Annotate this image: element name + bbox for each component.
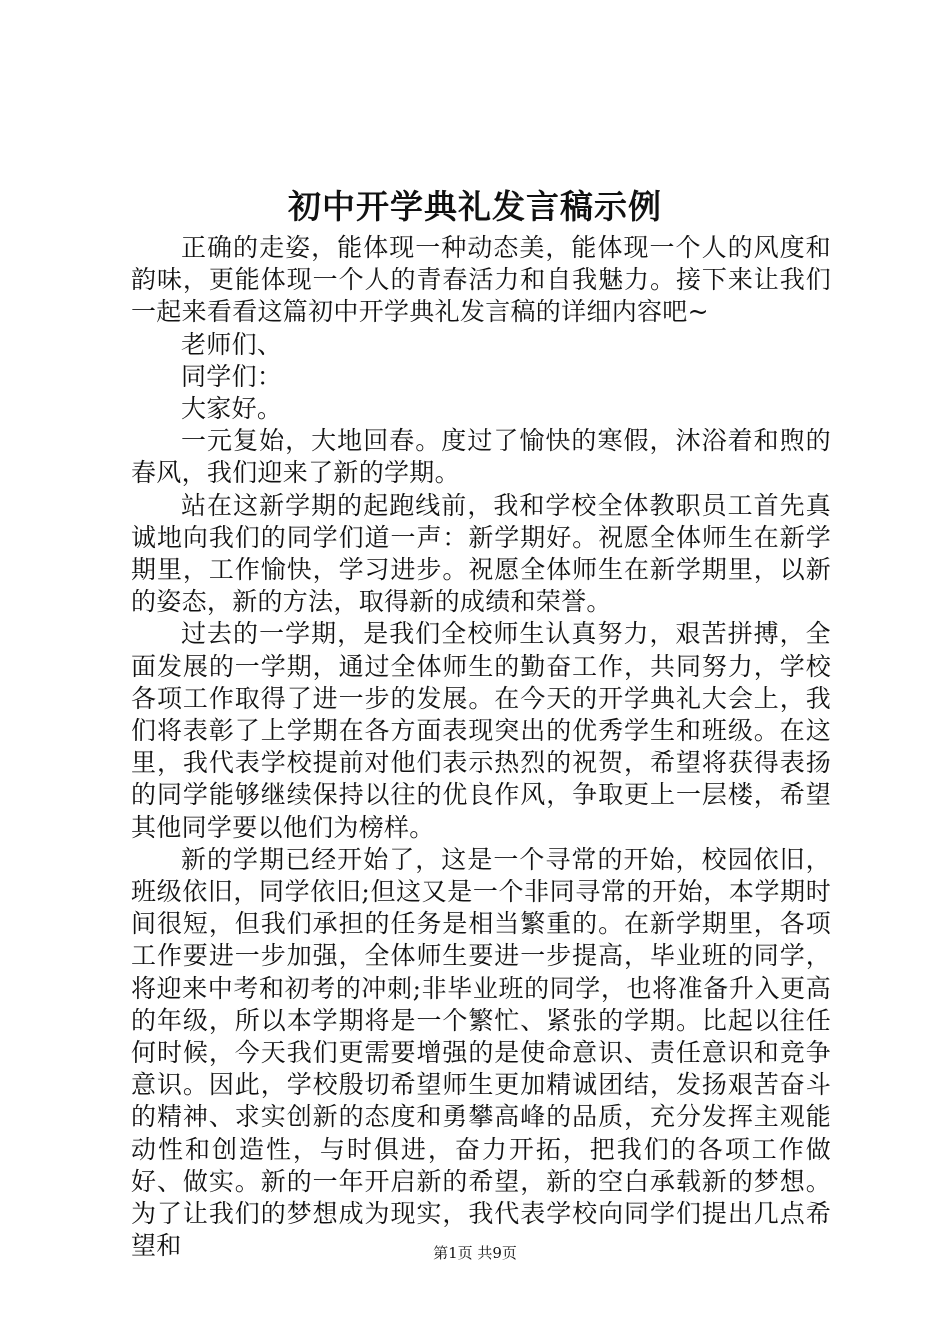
- paragraph-new-term-tasks: 新的学期已经开始了，这是一个寻常的开始，校园依旧，班级依旧，同学依旧;但这又是一个非同寻常的开始，本学期时间很短，但我们承担的任务是相当繁重的。在新学期里，各项工作要进一步加强，全体师生要进一步提高，毕业班的同学，将迎来中考和初考的冲刺;非毕业班的同学，也将准备升入更高的年级，所以本学期将是一个繁忙、紧张的学期。比起以往任何时候，今天我们更需要增强的是使命意识、责任意识和竞争意识。因此，学校殷切希望师生更加精诚团结，发扬艰苦奋斗的精神、求实创新的态度和勇攀高峰的品质，充分发挥主观能动性和创造性，与时俱进，奋力开拓，把我们的各项工作做好、做实。新的一年开启新的希望，新的空白承载新的梦想。为了让我们的梦想成为现实，我代表学校向同学们提出几点希望和: [131, 844, 831, 1261]
- paragraph-new-term-wishes: 站在这新学期的起跑线前，我和学校全体教职员工首先真诚地向我们的同学们道一声：新学期好。祝愿全体师生在新学期里，工作愉快，学习进步。祝愿全体师生在新学期里，以新的姿态，新的方法，取得新的成绩和荣誉。: [131, 490, 831, 617]
- paragraph-greeting: 大家好。: [181, 394, 283, 424]
- document-title: 初中开学典礼发言稿示例: [288, 187, 662, 226]
- paragraph-salutation-students: 同学们：: [181, 361, 283, 391]
- paragraph-spring: 一元复始，大地回春。度过了愉快的寒假，沐浴着和煦的春风，我们迎来了新的学期。: [131, 426, 831, 488]
- page-footer: 第1页 共9页: [433, 1244, 517, 1262]
- document-body: [131, 232, 831, 1263]
- paragraph-salutation-teachers: 老师们、: [181, 329, 283, 359]
- paragraph-last-term-review: 过去的一学期，是我们全校师生认真努力，艰苦拼搏，全面发展的一学期，通过全体师生的勤奋工作，共同努力，学校各项工作取得了进一步的发展。在今天的开学典礼大会上，我们将表彰了上学期在各方面表现突出的优秀学生和班级。在这里，我代表学校提前对他们表示热烈的祝贺，希望将获得表扬的同学能够继续保持以往的优良作风，争取更上一层楼，希望其他同学要以他们为榜样。: [131, 619, 831, 842]
- paragraph-intro: 正确的走姿，能体现一种动态美，能体现一个人的风度和韵味，更能体现一个人的青春活力和自我魅力。接下来让我们一起来看看这篇初中开学典礼发言稿的详细内容吧~: [131, 233, 831, 327]
